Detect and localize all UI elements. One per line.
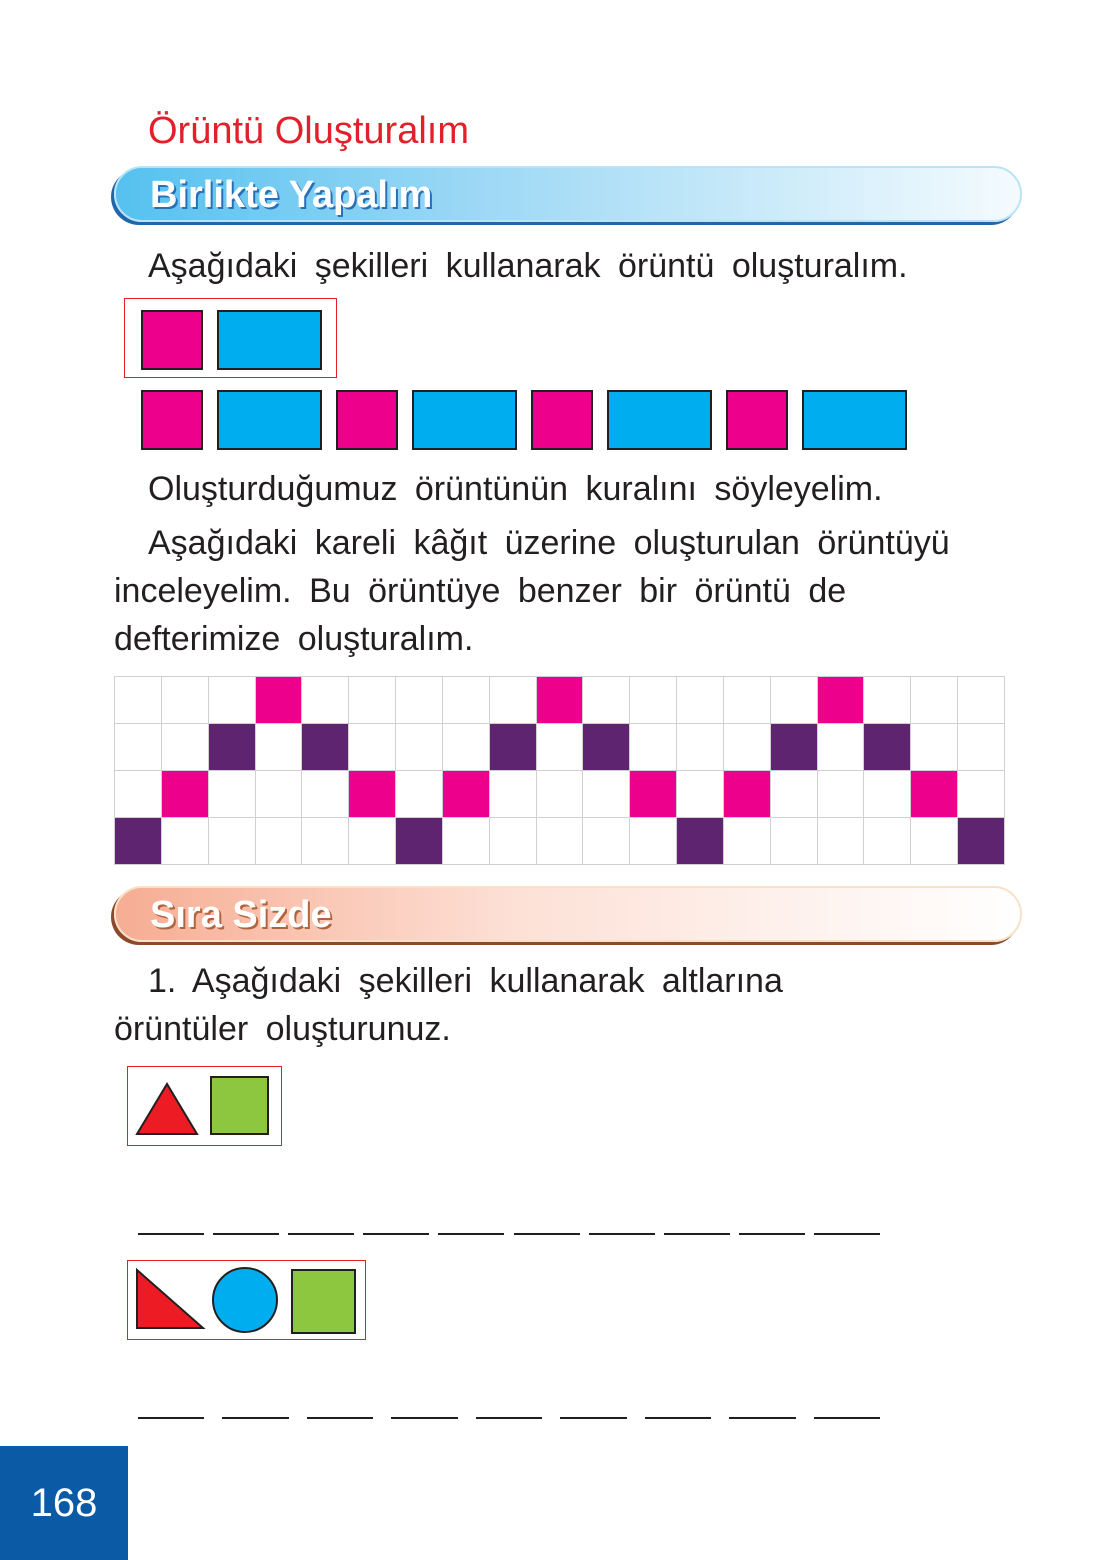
- blue-rectangle-shape: [607, 390, 712, 450]
- grid-cell: [911, 818, 958, 865]
- grid-cell: [302, 771, 349, 818]
- blue-rectangle-shape: [217, 390, 322, 450]
- grid-cell-filled: [537, 677, 584, 724]
- grid-cell: [771, 818, 818, 865]
- answer-blank: [438, 1233, 504, 1235]
- grid-cell: [115, 771, 162, 818]
- grid-cell: [677, 771, 724, 818]
- pink-square-shape: [141, 310, 203, 370]
- exercise-text-line-2: örüntüler oluşturunuz.: [114, 1010, 451, 1048]
- grid-cell: [630, 677, 677, 724]
- section-header-label: Birlikte Yapalım: [150, 174, 433, 216]
- answer-blank: [391, 1417, 457, 1419]
- grid-cell: [583, 771, 630, 818]
- grid-cell: [864, 818, 911, 865]
- grid-cell-filled: [396, 818, 443, 865]
- grid-cell: [209, 677, 256, 724]
- green-square-icon: [292, 1270, 355, 1333]
- grid-cell: [911, 724, 958, 771]
- grid-cell-filled: [958, 818, 1005, 865]
- red-triangle-icon: [137, 1084, 197, 1134]
- pink-square-shape: [531, 390, 593, 450]
- grid-cell-filled: [349, 771, 396, 818]
- grid-cell-filled: [162, 771, 209, 818]
- answer-blank: [288, 1233, 354, 1235]
- grid-cell-filled: [630, 771, 677, 818]
- grid-cell: [490, 677, 537, 724]
- grid-cell: [256, 771, 303, 818]
- grid-cell: [302, 677, 349, 724]
- grid-cell: [490, 818, 537, 865]
- grid-cell: [677, 677, 724, 724]
- section-header-label: Sıra Sizde: [150, 894, 332, 936]
- grid-cell: [162, 724, 209, 771]
- exercise-text-line-1: 1. Aşağıdaki şekilleri kullanarak altlarına: [148, 962, 783, 1000]
- grid-cell: [443, 677, 490, 724]
- answer-blank: [363, 1233, 429, 1235]
- grid-cell-filled: [771, 724, 818, 771]
- blue-circle-icon: [213, 1268, 277, 1332]
- page-title: Örüntü Oluşturalım: [148, 110, 469, 152]
- grid-cell: [583, 677, 630, 724]
- grid-cell: [349, 818, 396, 865]
- grid-cell: [724, 818, 771, 865]
- answer-blank: [213, 1233, 279, 1235]
- grid-cell: [864, 771, 911, 818]
- page-number: 168: [0, 1446, 128, 1560]
- grid-cell: [818, 818, 865, 865]
- grid-cell: [630, 818, 677, 865]
- grid-cell: [818, 771, 865, 818]
- grid-cell: [771, 771, 818, 818]
- grid-cell: [490, 771, 537, 818]
- answer-blank: [138, 1417, 204, 1419]
- grid-cell: [724, 677, 771, 724]
- grid-cell: [630, 724, 677, 771]
- section-header-sira-sizde: [114, 886, 1022, 942]
- grid-cell: [537, 724, 584, 771]
- paragraph-line-1: Aşağıdaki kareli kâğıt üzerine oluşturulan örüntüyü: [148, 524, 950, 562]
- instruction-text: Aşağıdaki şekilleri kullanarak örüntü oluşturalım.: [148, 247, 908, 285]
- grid-cell-filled: [490, 724, 537, 771]
- grid-cell-filled: [724, 771, 771, 818]
- grid-cell: [911, 677, 958, 724]
- answer-blank: [739, 1233, 805, 1235]
- blue-rectangle-shape: [802, 390, 907, 450]
- squared-paper-pattern-grid: [114, 676, 1005, 865]
- grid-cell: [958, 677, 1005, 724]
- paragraph-line-3: defterimize oluşturalım.: [114, 620, 474, 658]
- grid-cell: [162, 677, 209, 724]
- grid-cell: [724, 724, 771, 771]
- grid-cell: [958, 724, 1005, 771]
- green-square-icon: [211, 1077, 268, 1134]
- grid-cell-filled: [818, 677, 865, 724]
- answer-blank: [514, 1233, 580, 1235]
- grid-cell: [256, 724, 303, 771]
- grid-cell: [537, 771, 584, 818]
- grid-cell-filled: [209, 724, 256, 771]
- grid-cell: [818, 724, 865, 771]
- answer-blank: [645, 1417, 711, 1419]
- shape-set-1: [127, 1066, 282, 1146]
- blue-rectangle-shape: [217, 310, 322, 370]
- grid-cell: [864, 677, 911, 724]
- section-header-birlikte-yapalim: [114, 166, 1022, 222]
- grid-cell: [115, 677, 162, 724]
- grid-cell: [396, 677, 443, 724]
- answer-blank: [589, 1233, 655, 1235]
- grid-cell: [443, 724, 490, 771]
- grid-cell-filled: [115, 818, 162, 865]
- paragraph-line-2: inceleyelim. Bu örüntüye benzer bir örüntü de: [114, 572, 847, 610]
- answer-blank: [814, 1417, 880, 1419]
- grid-cell: [162, 818, 209, 865]
- grid-cell: [537, 818, 584, 865]
- grid-cell: [443, 818, 490, 865]
- grid-cell-filled: [677, 818, 724, 865]
- grid-cell: [958, 771, 1005, 818]
- grid-cell-filled: [302, 724, 349, 771]
- grid-cell: [396, 724, 443, 771]
- answer-blank: [560, 1417, 626, 1419]
- pink-square-shape: [726, 390, 788, 450]
- answer-blank: [476, 1417, 542, 1419]
- answer-blank: [222, 1417, 288, 1419]
- answer-blank: [664, 1233, 730, 1235]
- grid-cell: [302, 818, 349, 865]
- grid-cell: [115, 724, 162, 771]
- grid-cell: [349, 724, 396, 771]
- grid-cell: [677, 724, 724, 771]
- grid-cell-filled: [911, 771, 958, 818]
- grid-cell-filled: [583, 724, 630, 771]
- grid-cell: [256, 818, 303, 865]
- grid-cell: [349, 677, 396, 724]
- grid-cell: [583, 818, 630, 865]
- answer-blank: [814, 1233, 880, 1235]
- grid-cell-filled: [443, 771, 490, 818]
- blue-rectangle-shape: [412, 390, 517, 450]
- grid-cell: [209, 771, 256, 818]
- pink-square-shape: [141, 390, 203, 450]
- grid-cell: [771, 677, 818, 724]
- rule-prompt-text: Oluşturduğumuz örüntünün kuralını söyleyelim.: [148, 470, 883, 508]
- answer-blank: [138, 1233, 204, 1235]
- shape-set-2: [127, 1260, 366, 1340]
- pink-square-shape: [336, 390, 398, 450]
- grid-cell-filled: [864, 724, 911, 771]
- grid-cell: [396, 771, 443, 818]
- answer-blank: [729, 1417, 795, 1419]
- grid-cell-filled: [256, 677, 303, 724]
- grid-cell: [209, 818, 256, 865]
- answer-blank: [307, 1417, 373, 1419]
- red-right-triangle-icon: [137, 1270, 203, 1328]
